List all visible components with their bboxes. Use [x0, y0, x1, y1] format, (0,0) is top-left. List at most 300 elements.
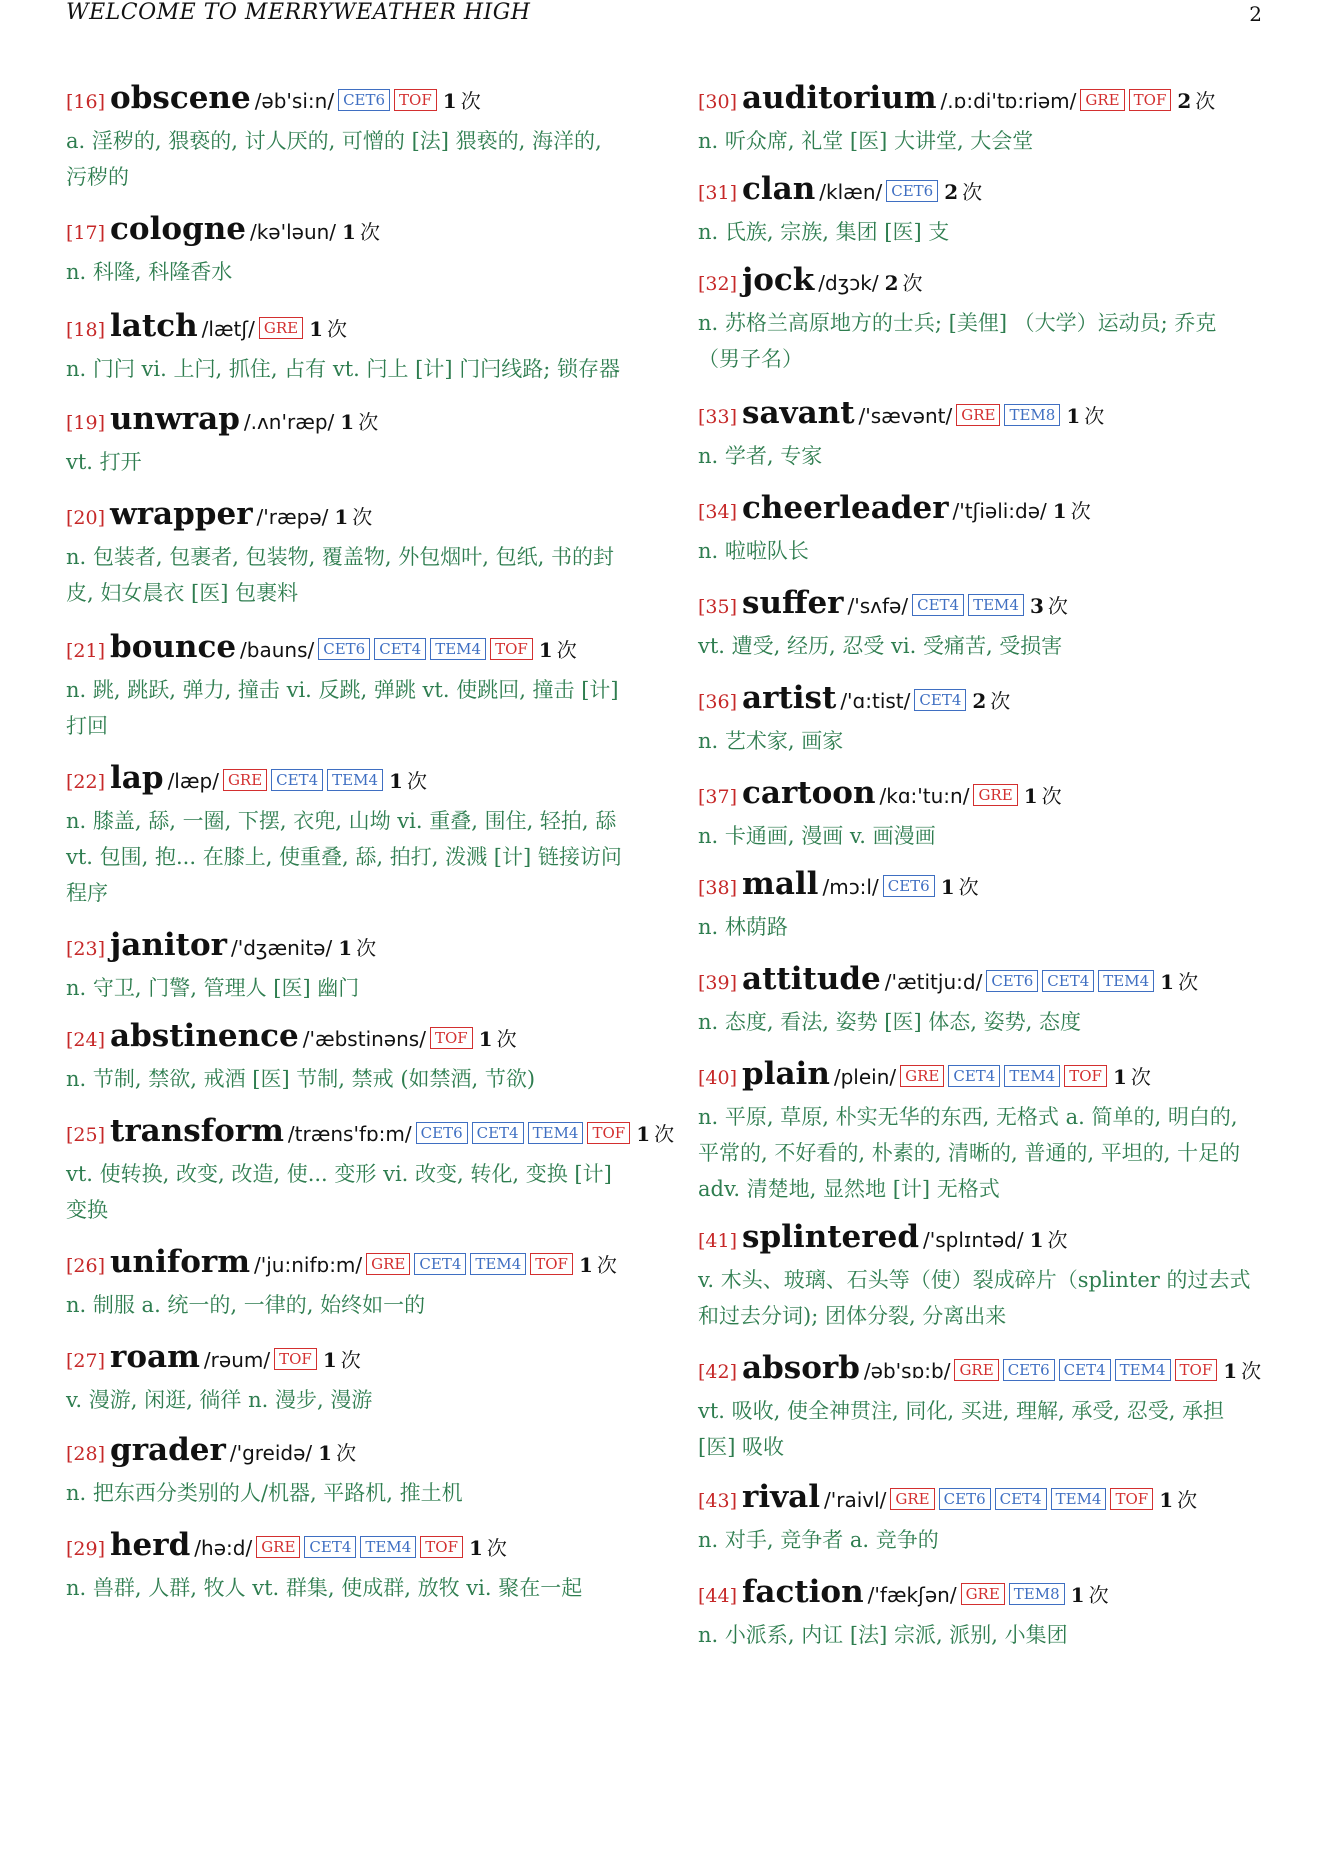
occurrence-count: [443, 89, 481, 113]
occurrence-count-number: 1: [309, 317, 324, 341]
entry-definition: n. 听众席, 礼堂 [医] 大讲堂, 大会堂: [698, 129, 1034, 153]
entry-number: [39]: [698, 972, 738, 994]
entry-word: uniform: [110, 1244, 251, 1280]
exam-tag-badge: TOF: [587, 1122, 630, 1144]
entry-headline: [66, 1337, 636, 1382]
entry-pronunciation: /klæn/: [819, 180, 883, 204]
entry-definition: n. 态度, 看法, 姿势 [医] 体态, 姿势, 态度: [698, 1010, 1082, 1034]
occurrence-count: [885, 271, 923, 295]
occurrence-count-number: 1: [389, 769, 403, 793]
exam-tag-badge: TEM4: [528, 1122, 584, 1144]
entry-headline: [66, 306, 636, 351]
occurrence-count-unit: 次: [654, 1122, 675, 1146]
entry-number: [24]: [66, 1029, 106, 1051]
entry-word: faction: [742, 1574, 864, 1610]
occurrence-count-unit: 次: [1084, 404, 1105, 428]
occurrence-count-unit: 次: [1047, 1228, 1068, 1252]
occurrence-count-number: 2: [1177, 89, 1192, 113]
entry-pronunciation: /'ætitju:d/: [884, 970, 983, 994]
exam-tag-badge: GRE: [954, 1359, 998, 1381]
entry-word: herd: [110, 1527, 191, 1563]
entry-number: [32]: [698, 273, 738, 295]
entry-headline: [66, 925, 636, 970]
entry-headline: [698, 488, 1266, 533]
entry-word: auditorium: [742, 80, 937, 116]
entry-pronunciation: /træns'fɒ:m/: [287, 1122, 412, 1146]
occurrence-count: [340, 410, 378, 434]
entry-pronunciation: /hə:d/: [194, 1536, 253, 1560]
entry-headline: [698, 260, 1266, 305]
vocab-entry: [698, 583, 1266, 664]
exam-tag-badge: CET6: [338, 89, 390, 111]
exam-tag-badge: CET6: [416, 1122, 468, 1144]
entry-number: [27]: [66, 1350, 106, 1372]
vocab-entry: [66, 1242, 636, 1323]
entry-word: artist: [742, 680, 837, 716]
entry-definition: vt. 遭受, 经历, 忍受 vi. 受痛苦, 受损害: [698, 634, 1063, 658]
entry-pronunciation: /əb'sɒ:b/: [863, 1359, 951, 1383]
entry-headline: [66, 1016, 636, 1061]
vocab-entry: [698, 864, 1266, 945]
occurrence-count-number: 1: [340, 410, 355, 434]
entry-headline: [698, 78, 1266, 123]
exam-tag-badge: TOF: [430, 1027, 473, 1049]
exam-tag-badge: GRE: [1080, 89, 1124, 111]
exam-tag-badge: TEM4: [1051, 1488, 1107, 1510]
occurrence-count-number: 1: [636, 1122, 651, 1146]
entry-headline: [66, 1525, 636, 1570]
exam-tag-badge: CET4: [414, 1253, 466, 1275]
exam-tag-badge: CET4: [914, 689, 966, 711]
exam-tag-badge: TOF: [274, 1348, 317, 1370]
entry-headline: [66, 1430, 636, 1475]
exam-tag-badge: CET4: [912, 594, 964, 616]
exam-tag-badge: GRE: [890, 1488, 934, 1510]
entry-headline: [66, 1111, 675, 1156]
vocab-entry: [66, 1016, 636, 1097]
vocab-entry: [66, 627, 636, 744]
entry-number: [21]: [66, 640, 106, 662]
vocab-entry: [698, 1348, 1266, 1465]
vocab-entry: [698, 1217, 1266, 1334]
entry-definition: n. 门闩 vi. 上闩, 抓住, 占有 vt. 闩上 [计] 门闩线路; 锁存器: [66, 357, 620, 381]
exam-tag-badge: CET6: [986, 970, 1038, 992]
occurrence-count-number: 2: [944, 180, 959, 204]
vocab-entry: [66, 758, 636, 911]
entry-word: obscene: [110, 80, 251, 116]
vocab-entry: [66, 399, 636, 480]
occurrence-count: [342, 220, 380, 244]
entry-pronunciation: /'æbstinəns/: [302, 1027, 426, 1051]
occurrence-count-number: 1: [538, 638, 553, 662]
entry-headline: [698, 1572, 1266, 1617]
entry-word: attitude: [742, 961, 881, 997]
exam-tag-badge: TEM4: [1004, 1065, 1060, 1087]
occurrence-count-number: 1: [1112, 1065, 1127, 1089]
entry-number: [37]: [698, 786, 738, 808]
exam-tag-badge: CET4: [948, 1065, 1000, 1087]
vocab-entry: [698, 169, 1266, 250]
vocab-entry: [698, 260, 1266, 377]
vocab-entry: [66, 1337, 636, 1418]
occurrence-count-unit: 次: [460, 89, 481, 113]
entry-pronunciation: /'tʃiəli:də/: [952, 499, 1047, 523]
entry-pronunciation: /bauns/: [240, 638, 315, 662]
occurrence-count-unit: 次: [356, 936, 377, 960]
occurrence-count-number: 1: [334, 505, 349, 529]
entry-number: [30]: [698, 91, 738, 113]
occurrence-count-unit: 次: [358, 410, 379, 434]
vocab-entry: [66, 1111, 675, 1228]
entry-headline: [698, 169, 1266, 214]
entry-word: abstinence: [110, 1018, 299, 1054]
occurrence-count-number: 1: [1052, 499, 1067, 523]
vocab-entry: [698, 1477, 1266, 1558]
occurrence-count-unit: 次: [990, 689, 1011, 713]
entry-headline: [698, 1477, 1266, 1522]
entry-pronunciation: /'raivl/: [824, 1488, 887, 1512]
occurrence-count-unit: 次: [962, 180, 983, 204]
entry-pronunciation: /.ʌn'ræp/: [243, 410, 335, 434]
entry-number: [23]: [66, 938, 106, 960]
exam-tag-badge: TEM4: [470, 1253, 526, 1275]
occurrence-count-unit: 次: [556, 638, 577, 662]
entry-number: [35]: [698, 596, 738, 618]
entry-definition: n. 膝盖, 舔, 一圈, 下摆, 衣兜, 山坳 vi. 重叠, 围住, 轻拍, 舔 vt. 包围, 抱... 在膝上, 使重叠, 舔, 拍打, 泼溅 [计] 链接访问程序: [66, 809, 622, 905]
vocab-entry: [698, 1054, 1266, 1207]
occurrence-count-number: 1: [442, 89, 457, 113]
vocab-entry: [698, 1572, 1266, 1653]
occurrence-count: [972, 689, 1010, 713]
occurrence-count-number: 1: [478, 1027, 493, 1051]
occurrence-count: [1177, 89, 1215, 113]
occurrence-count-unit: 次: [1241, 1359, 1262, 1383]
exam-tag-badge: TOF: [1064, 1065, 1107, 1087]
exam-tag-badge: TOF: [394, 89, 437, 111]
entry-definition: v. 漫游, 闲逛, 徜徉 n. 漫步, 漫游: [66, 1388, 373, 1412]
entry-number: [29]: [66, 1538, 106, 1560]
occurrence-count: [469, 1536, 507, 1560]
entry-number: [26]: [66, 1255, 106, 1277]
entry-headline: [698, 393, 1266, 438]
entry-headline: [66, 78, 636, 123]
entry-pronunciation: /əb'si:n/: [254, 89, 335, 113]
exam-tag-badge: TEM8: [1004, 404, 1060, 426]
entry-definition: n. 把东西分类别的人/机器, 平路机, 推土机: [66, 1481, 463, 1505]
vocab-entry: [66, 209, 636, 290]
entry-number: [31]: [698, 182, 738, 204]
entry-definition: n. 卡通画, 漫画 v. 画漫画: [698, 824, 936, 848]
entry-headline: [698, 1348, 1266, 1393]
entry-headline: [698, 959, 1266, 1004]
vocab-entry: [698, 773, 1266, 854]
occurrence-count: [1160, 970, 1198, 994]
vocab-entry: [698, 488, 1266, 569]
entry-pronunciation: /'fækʃən/: [867, 1583, 957, 1607]
occurrence-count-unit: 次: [1070, 499, 1091, 523]
vocab-entry: [698, 393, 1266, 474]
occurrence-count-number: 1: [940, 875, 955, 899]
occurrence-count: [1071, 1583, 1109, 1607]
entry-pronunciation: /.ɒ:di'tɒ:riəm/: [940, 89, 1077, 113]
entry-pronunciation: /'ræpə/: [256, 505, 329, 529]
occurrence-count-number: 1: [1159, 1488, 1174, 1512]
occurrence-count-unit: 次: [596, 1253, 617, 1277]
entry-number: [41]: [698, 1230, 738, 1252]
occurrence-count-unit: 次: [1041, 784, 1062, 808]
entry-word: unwrap: [110, 401, 240, 437]
occurrence-count-unit: 次: [336, 1441, 357, 1465]
vocab-entry: [698, 959, 1266, 1040]
occurrence-count-number: 2: [884, 271, 899, 295]
entry-pronunciation: /læp/: [167, 769, 219, 793]
left-column: [66, 66, 675, 1653]
entry-pronunciation: /lætʃ/: [201, 317, 255, 341]
exam-tag-badge: GRE: [259, 317, 303, 339]
occurrence-count: [539, 638, 577, 662]
entry-pronunciation: /plein/: [833, 1065, 897, 1089]
entry-definition: vt. 打开: [66, 450, 142, 474]
occurrence-count-number: 3: [1029, 594, 1044, 618]
exam-tag-badge: GRE: [961, 1583, 1005, 1605]
entry-word: latch: [110, 308, 198, 344]
entry-headline: [66, 399, 636, 444]
entry-number: [25]: [66, 1124, 106, 1146]
occurrence-count-number: 1: [338, 936, 353, 960]
occurrence-count-number: 1: [342, 220, 356, 244]
entry-pronunciation: /'ju:nifɒ:m/: [254, 1253, 363, 1277]
entry-number: [20]: [66, 507, 106, 529]
entry-definition: n. 啦啦队长: [698, 539, 809, 563]
entry-word: savant: [742, 395, 855, 431]
entry-pronunciation: /'sævənt/: [858, 404, 953, 428]
occurrence-count-unit: 次: [486, 1536, 507, 1560]
entry-pronunciation: /'dʒænitə/: [230, 936, 333, 960]
occurrence-count-number: 1: [468, 1536, 483, 1560]
entry-number: [28]: [66, 1443, 106, 1465]
entry-word: clan: [742, 171, 816, 207]
exam-tag-badge: CET6: [883, 875, 935, 897]
right-column: [698, 66, 1266, 1653]
exam-tag-badge: TOF: [1129, 89, 1172, 111]
occurrence-count: [323, 1348, 361, 1372]
exam-tag-badge: CET6: [886, 180, 938, 202]
entry-headline: [698, 583, 1266, 628]
vocab-entry: [66, 925, 636, 1006]
occurrence-count-number: 1: [1066, 404, 1081, 428]
occurrence-count: [389, 769, 427, 793]
entry-definition: n. 学者, 专家: [698, 444, 823, 468]
vocab-entry: [66, 494, 636, 611]
exam-tag-badge: TEM8: [1009, 1583, 1065, 1605]
entry-number: [17]: [66, 222, 106, 244]
entry-number: [44]: [698, 1585, 738, 1607]
occurrence-count-unit: 次: [327, 317, 348, 341]
occurrence-count: [1066, 404, 1104, 428]
occurrence-count: [579, 1253, 617, 1277]
occurrence-count: [1113, 1065, 1151, 1089]
entry-number: [42]: [698, 1361, 738, 1383]
entry-pronunciation: /dʒɔk/: [818, 271, 879, 295]
entry-number: [22]: [66, 771, 106, 793]
entry-word: grader: [110, 1432, 226, 1468]
entry-definition: vt. 使转换, 改变, 改造, 使... 变形 vi. 改变, 转化, 变换 [计] 变换: [66, 1162, 612, 1222]
entry-definition: n. 苏格兰高原地方的士兵; [美俚] （大学）运动员; 乔克（男子名）: [698, 311, 1217, 371]
entry-number: [43]: [698, 1490, 738, 1512]
vocab-entry: [66, 78, 636, 195]
entry-word: lap: [110, 760, 164, 796]
entry-word: wrapper: [110, 496, 253, 532]
occurrence-count-unit: 次: [1130, 1065, 1151, 1089]
occurrence-count: [309, 317, 347, 341]
vocab-entry: [66, 306, 636, 387]
entry-pronunciation: /'ɑ:tist/: [840, 689, 911, 713]
occurrence-count: [944, 180, 982, 204]
entry-word: absorb: [742, 1350, 860, 1386]
exam-tag-badge: CET6: [318, 638, 370, 660]
entry-pronunciation: /'splɪntəd/: [923, 1228, 1024, 1252]
entry-definition: n. 艺术家, 画家: [698, 729, 844, 753]
entry-headline: [66, 209, 636, 254]
entry-word: mall: [742, 866, 819, 902]
entry-word: jock: [742, 262, 815, 298]
occurrence-count: [1030, 594, 1068, 618]
exam-tag-badge: CET4: [271, 769, 323, 791]
occurrence-count-number: 1: [1023, 784, 1038, 808]
entry-definition: n. 对手, 竞争者 a. 竞争的: [698, 1528, 939, 1552]
exam-tag-badge: GRE: [366, 1253, 410, 1275]
entry-pronunciation: /kɑ:'tu:n/: [879, 784, 970, 808]
entry-headline: [698, 1054, 1266, 1099]
entry-pronunciation: /kə'ləun/: [249, 220, 337, 244]
entry-headline: [698, 678, 1266, 723]
occurrence-count-number: 1: [578, 1253, 593, 1277]
exam-tag-badge: CET4: [304, 1536, 356, 1558]
entry-definition: vt. 吸收, 使全神贯注, 同化, 买进, 理解, 承受, 忍受, 承担 [医] 吸收: [698, 1399, 1225, 1459]
entry-word: bounce: [110, 629, 237, 665]
occurrence-count: [941, 875, 979, 899]
occurrence-count: [1053, 499, 1091, 523]
exam-tag-badge: CET6: [1003, 1359, 1055, 1381]
entry-definition: n. 兽群, 人群, 牧人 vt. 群集, 使成群, 放牧 vi. 聚在一起: [66, 1576, 583, 1600]
exam-tag-badge: GRE: [900, 1065, 944, 1087]
occurrence-count-unit: 次: [359, 220, 380, 244]
exam-tag-badge: TOF: [490, 638, 533, 660]
entry-word: transform: [110, 1113, 284, 1149]
occurrence-count: [338, 936, 376, 960]
occurrence-count: [334, 505, 372, 529]
occurrence-count-number: 1: [1070, 1583, 1085, 1607]
entry-pronunciation: /rəum/: [203, 1348, 271, 1372]
entry-number: [38]: [698, 877, 738, 899]
exam-tag-badge: GRE: [223, 769, 267, 791]
entry-word: plain: [742, 1056, 830, 1092]
entry-headline: [698, 773, 1266, 818]
exam-tag-badge: TOF: [1110, 1488, 1153, 1510]
exam-tag-badge: TEM4: [968, 594, 1024, 616]
entry-word: cologne: [110, 211, 246, 247]
occurrence-count-unit: 次: [1178, 970, 1199, 994]
exam-tag-badge: CET4: [374, 638, 426, 660]
entry-word: cartoon: [742, 775, 876, 811]
vocab-entry: [66, 1525, 636, 1606]
entry-definition: n. 包装者, 包裹者, 包装物, 覆盖物, 外包烟叶, 包纸, 书的封皮, 妇女晨衣 [医] 包裹料: [66, 545, 614, 605]
exam-tag-badge: TEM4: [1115, 1359, 1171, 1381]
entry-word: suffer: [742, 585, 844, 621]
occurrence-count: [1159, 1488, 1197, 1512]
exam-tag-badge: CET4: [1042, 970, 1094, 992]
exam-tag-badge: CET6: [939, 1488, 991, 1510]
occurrence-count-unit: 次: [340, 1348, 361, 1372]
entry-pronunciation: /mɔ:l/: [822, 875, 879, 899]
entry-number: [34]: [698, 501, 738, 523]
entry-definition: n. 林荫路: [698, 915, 788, 939]
entry-definition: n. 守卫, 门警, 管理人 [医] 幽门: [66, 976, 360, 1000]
entry-pronunciation: /'greidə/: [229, 1441, 313, 1465]
entry-number: [16]: [66, 91, 106, 113]
exam-tag-badge: TEM4: [1098, 970, 1154, 992]
vocabulary-columns: [66, 66, 1266, 1653]
entry-number: [19]: [66, 412, 106, 434]
entry-headline: [698, 1217, 1266, 1262]
occurrence-count: [1024, 784, 1062, 808]
exam-tag-badge: TOF: [1175, 1359, 1218, 1381]
occurrence-count-unit: 次: [1195, 89, 1216, 113]
entry-headline: [698, 864, 1266, 909]
exam-tag-badge: TEM4: [430, 638, 486, 660]
entry-number: [36]: [698, 691, 738, 713]
entry-definition: n. 小派系, 内讧 [法] 宗派, 派别, 小集团: [698, 1623, 1068, 1647]
exam-tag-badge: CET4: [472, 1122, 524, 1144]
occurrence-count-unit: 次: [1088, 1583, 1109, 1607]
occurrence-count: [318, 1441, 356, 1465]
page-header-title: WELCOME TO MERRYWEATHER HIGH: [66, 0, 531, 25]
occurrence-count-number: 2: [972, 689, 987, 713]
exam-tag-badge: GRE: [256, 1536, 300, 1558]
occurrence-count: [479, 1027, 517, 1051]
entry-pronunciation: /'sʌfə/: [847, 594, 909, 618]
occurrence-count-unit: 次: [406, 769, 427, 793]
occurrence-count-unit: 次: [1177, 1488, 1198, 1512]
exam-tag-badge: CET4: [1059, 1359, 1111, 1381]
entry-definition: v. 木头、玻璃、石头等（使）裂成碎片（splinter 的过去式和过去分词); 团体分裂, 分离出来: [698, 1268, 1251, 1328]
occurrence-count-unit: 次: [958, 875, 979, 899]
entry-word: janitor: [110, 927, 227, 963]
exam-tag-badge: TOF: [420, 1536, 463, 1558]
vocab-entry: [698, 678, 1266, 759]
exam-tag-badge: TOF: [530, 1253, 573, 1275]
vocab-entry: [698, 78, 1266, 159]
entry-headline: [66, 627, 636, 672]
occurrence-count-unit: 次: [352, 505, 373, 529]
occurrence-count-unit: 次: [1047, 594, 1068, 618]
entry-headline: [66, 494, 636, 539]
entry-word: cheerleader: [742, 490, 949, 526]
occurrence-count: [1030, 1228, 1068, 1252]
occurrence-count-number: 1: [318, 1441, 333, 1465]
page-number: 2: [1249, 2, 1262, 26]
entry-headline: [66, 1242, 636, 1287]
occurrence-count: [636, 1122, 674, 1146]
entry-number: [18]: [66, 319, 106, 341]
entry-word: splintered: [742, 1219, 920, 1255]
entry-definition: n. 科隆, 科隆香水: [66, 260, 233, 284]
exam-tag-badge: TEM4: [327, 769, 383, 791]
occurrence-count: [1223, 1359, 1261, 1383]
exam-tag-badge: TEM4: [360, 1536, 416, 1558]
exam-tag-badge: GRE: [956, 404, 1000, 426]
occurrence-count-number: 1: [1160, 970, 1175, 994]
